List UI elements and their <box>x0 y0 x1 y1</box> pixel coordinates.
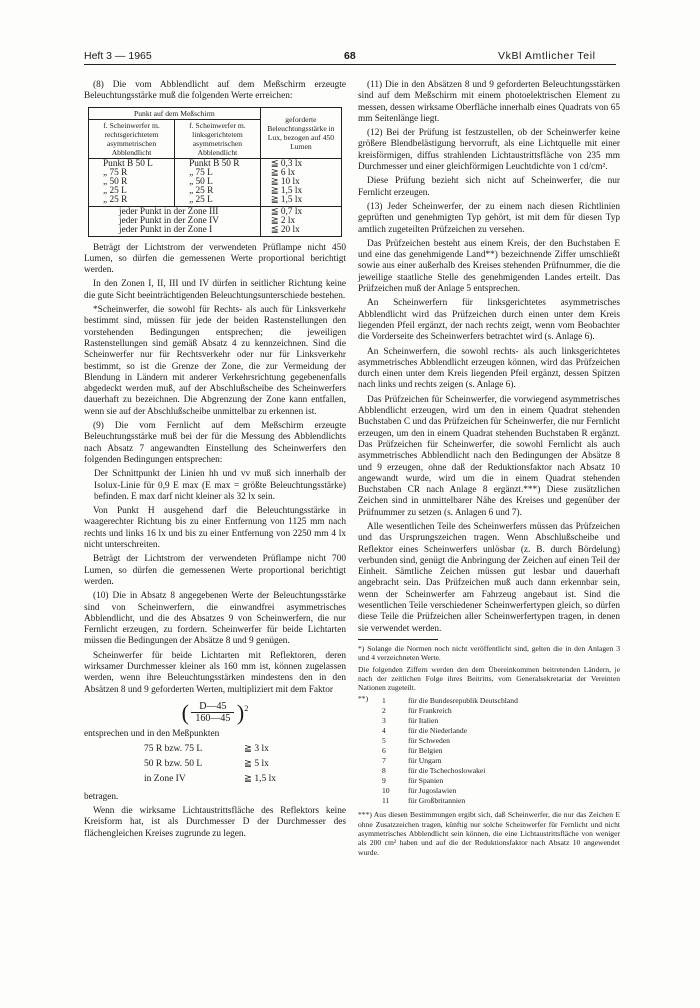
condition-3-point: in Zone IV <box>144 773 186 784</box>
country-item <box>382 716 518 726</box>
country-item <box>382 726 518 736</box>
country-item <box>382 746 518 756</box>
paragraph-flux: Beträgt der Lichtstrom der verwendeten Prüflampe nicht 450 Lumen, so dürfen die gemessenen Werte proportional berichtigt werden. <box>84 242 346 276</box>
country-item <box>382 696 518 706</box>
paragraph-circle: Wenn die wirksame Lichtaustrittsfläche des Reflektors keine Kreisform hat, ist als Durchmesser D der Durchmesser des flächengleichen Kreises zugrunde zu legen. <box>84 806 346 839</box>
paragraph-8: (8) Die vom Abblendlicht auf dem Meßschirm erzeugte Beleuchtungsstärke muß die folgenden Werte erreichen: <box>84 80 346 102</box>
country-item <box>382 786 518 796</box>
country-name: für die Tschechoslowakei <box>408 766 486 776</box>
running-header-left: Heft 3 — 1965 <box>84 50 152 62</box>
paragraph-point-h: Von Punkt H ausgehend darf die Beleuchtungsstärke in waagerechter Richtung bis zu einer Entfernung von 1125 mm nach rechts und links 16 lx und bis zu einer Entfernung von 2250 mm 4 lx nicht unterschreiten. <box>84 506 346 551</box>
condition-1-point: 75 R bzw. 75 L <box>144 743 203 754</box>
country-name: für Großbritannien <box>408 796 466 806</box>
footnotes <box>358 644 620 857</box>
paragraph-both-traffic: *Scheinwerfer, die sowohl für Rechts- als auch für Linksverkehr bestimmt sind, müssen für jede der beiden Rastenstellungen den vorstehenden Bedingungen entsprechen; die jeweiligen Rastenstellungen sind gemäß Absatz 4 zu kennzeichnen. Sind die Scheinwerfer nur für Rechtsverkehr oder nur für Linksverkehr bestimmt, so ist die Grenze der Zone, die zur Vermeidung der Blendung in Ländern mit anderer Verkehrsrichtung gegebenenfalls abgedeckt werden muß, auf der Abschlußscheibe des Scheinwerfers dauerhaft zu bezeichnen. Die Abgrenzung der Zone kann entfallen, wenn sie auf der Abschlußscheibe unmittelbar zu erkennen ist. <box>84 305 346 417</box>
illuminance-table <box>88 107 342 237</box>
paragraph-9-indented: Der Schnittpunkt der Linien hh und vv muß sich innerhalb der Isolux-Linie für 0,9 E max (E max = größte Beleuchtungsstärke) befinden. E max darf nicht kleiner als 32 lx sein. <box>94 469 346 502</box>
country-number: 11 <box>382 796 390 806</box>
country-name: für Schweden <box>408 736 450 746</box>
page-number: 68 <box>344 50 356 62</box>
footnote-2 <box>358 694 620 810</box>
footnote-intro: Die folgenden Ziffern werden den dem Übereinkommen beitretenden Ländern, je nach der zeitlichen Folge ihres Beitritts, vom Generalsekretariat der Vereinten Nationen zugeteilt. <box>358 664 620 693</box>
condition-1-value: ≧ 3 lx <box>244 743 269 754</box>
country-number: 5 <box>382 736 386 746</box>
country-item <box>382 766 518 776</box>
country-number: 3 <box>382 716 386 726</box>
formula-numerator: D—45 <box>191 701 234 713</box>
country-name: für Spanien <box>408 776 444 786</box>
table-col2-header: f. Scheinwerfer m. linksgerichtetem asymmetrischen Abblendlicht <box>175 119 261 158</box>
right-column <box>358 80 620 859</box>
table-col1-points: Punkt B 50 L „ 75 R „ 50 R „ 25 L „ 25 R <box>89 158 175 206</box>
formula-exponent: 2 <box>244 703 249 713</box>
footnote-3: ***) Aus diesen Bestimmungen ergibt sich, daß Scheinwerfer, die nur das Zeichen E ohne Zusatzzeichen tragen, künftig nur solche Scheinwerfer für Fernlicht und nicht asymmetrisches Abblendlicht sein können, die eine Lichtaustrittsfläche von weniger als 200 cm² haben und auf die der Reduktionsfaktor nach Absatz 10 angewendet wurde. <box>358 810 620 857</box>
running-header-right: VkBl Amtlicher Teil <box>498 50 596 62</box>
country-item <box>382 756 518 766</box>
country-item <box>382 736 518 746</box>
country-item <box>382 796 518 806</box>
country-name: für Italien <box>408 716 439 726</box>
paragraph-approval-mark: Das Prüfzeichen besteht aus einem Kreis, der den Buchstaben E und eine das genehmigende Land**) bezeichnende Ziffer umschließt sowie aus einer außerhalb des Kreises stehenden Prüfnummer, die die jeweilige staatliche Stelle des genehmigenden Landes erteilt. Das Prüfzeichen muß der Anlage 5 entsprechen. <box>358 238 620 295</box>
condition-2-value: ≧ 5 lx <box>244 758 269 769</box>
paragraph-betragen: betragen. <box>84 791 119 802</box>
country-item <box>382 776 518 786</box>
country-list <box>382 696 518 806</box>
paragraph-measuring-points: entsprechen und in den Meßpunkten <box>84 729 220 740</box>
paragraph-predominant: Das Prüfzeichen für Scheinwerfer, die vorwiegend asymmetrisches Abblendlicht erzeugen, wird um den in einem Quadrat stehenden Buchstaben C und das Prüfzeichen für Scheinwerfer, die nur Fernlicht erzeugen, um den in einem Quadrat stehenden Buchstaben R ergänzt. Das Prüfzeichen für Scheinwerfer, die sowohl Fernlicht als auch asymmetrisches Abblendlicht nach den Bedingungen der Absätze 8 und 9 erzeugen, ohne daß der Reduktionsfaktor nach Absatz 10 angewandt wurde, wird um die in einem Quadrat stehenden Buchstaben CR nach Anlage 8 ergänzt.***) Diese zusätzlichen Zeichen sind in unmittelbarer Nähe des Kreises und gegenüber der Prüfnummer zu setzen (s. Anlagen 6 und 7). <box>358 394 620 518</box>
paragraph-12b: Diese Prüfung bezieht sich nicht auf Scheinwerfer, die nur Fernlicht erzeugen. <box>358 176 620 198</box>
country-name: für die Bundesrepublik Deutschland <box>408 696 518 706</box>
paragraph-700-lumen: Beträgt der Lichtstrom der verwendeten Prüflampe nicht 700 Lumen, so dürfen die gemessenen Werte proportional berichtigt werden. <box>84 554 346 587</box>
country-name: für Frankreich <box>408 706 452 716</box>
table-col3-values: ≦ 0,3 lx ≧ 6 lx ≧ 10 lx ≧ 1,5 lx ≧ 1,5 lx <box>260 158 341 206</box>
left-column <box>84 80 346 843</box>
paragraph-10: (10) Die in Absatz 8 angegebenen Werte der Beleuchtungsstärke sind von Scheinwerfern, die einwandfrei asymmetrisches Abblendlicht, und die des Absatzes 9 von Scheinwerfern, die nur Fernlicht erzeugen, zu fordern. Scheinwerfer für beide Lichtarten müssen die Bedingungen der Absätze 8 und 9 genügen. <box>84 591 346 647</box>
paragraph-both-dipped: An Scheinwerfern, die sowohl rechts- als auch linksgerichtetes asymmetrisches Abblendlicht erzeugen können, wird das Prüfzeichen durch einen unter dem Kreis liegenden Pfeil ergänzt, dessen Spitzen nach links und rechts zeigen (s. Anlage 6). <box>358 346 620 391</box>
table-col1-header: f. Scheinwerfer m. rechtsgerichtetem asymmetrischen Abblendlicht <box>89 119 175 158</box>
condition-2-point: 50 R bzw. 50 L <box>144 758 203 769</box>
table-zones-values: ≦ 0,7 lx ≧ 2 lx ≦ 20 lx <box>260 206 341 236</box>
country-number: 7 <box>382 756 386 766</box>
footnote-1: *) Solange die Normen noch nicht veröffentlicht sind, gelten die in den Anlagen 3 und 4 verzeichneten Werte. <box>358 643 620 663</box>
header-rule <box>84 64 616 65</box>
footnote-rule <box>358 639 438 640</box>
paragraph-11: (11) Die in den Absätzen 8 und 9 geforderten Beleuchtungsstärken sind auf dem Meßschirm mit einem photoelektrischen Element zu messen, dessen wirksame Oberfläche innerhalb eines Quadrats von 65 mm Seitenlänge liegt. <box>358 80 620 124</box>
factor-formula: ( $\frac{D—45}{160—45}$ )$^2$ <box>181 700 249 726</box>
paragraph-13: (13) Jeder Scheinwerfer, der zu einem nach diesen Richtlinien geprüften und genehmigten Typ gehört, ist mit dem für diesen Typ amtlich zugeteilten Prüfzeichen zu versehen. <box>358 201 620 235</box>
country-number: 1 <box>382 696 386 706</box>
paragraph-reflector: Scheinwerfer für beide Lichtarten mit Reflektoren, deren wirksamer Durchmesser kleiner als 160 mm ist, können zugelassen werden, wenn ihre Beleuchtungsstärken mindestens den in den Absätzen 8 und 9 geforderten Werten, multipliziert mit dem Faktor <box>84 650 346 695</box>
formula-denominator: 160—45 <box>195 713 231 725</box>
country-number: 2 <box>382 706 386 716</box>
country-name: für Ungarn <box>408 756 442 766</box>
country-name: für Belgien <box>408 746 443 756</box>
country-number: 4 <box>382 726 386 736</box>
condition-3-value: ≧ 1,5 lx <box>244 773 276 784</box>
table-col3-header: geforderte Beleuchtungsstärke in Lux, bezogen auf 450 Lumen <box>260 107 341 158</box>
table-zones: jeder Punkt in der Zone III jeder Punkt in der Zone IV jeder Punkt in der Zone I <box>89 206 261 236</box>
country-number: 8 <box>382 766 386 776</box>
table-col2-points: Punkt B 50 R „ 75 L „ 50 L „ 25 R „ 25 L <box>175 158 261 206</box>
country-name: für Jugoslawien <box>408 786 457 796</box>
country-name: für die Niederlande <box>408 726 468 736</box>
paragraph-zones: In den Zonen I, II, III und IV dürfen in seitlicher Richtung keine die gute Sicht beeinträchtigenden Beleuchtungsunterschiede bestehen. <box>84 279 346 301</box>
paragraph-9: (9) Die vom Fernlicht auf dem Meßschirm erzeugte Beleuchtungsstärke muß bei der für die Messung des Abblendlichts nach Absatz 7 angewandten Einstellung des Scheinwerfers den folgenden Bedingungen entsprechen: <box>84 421 346 465</box>
paragraph-left-dipped: An Scheinwerfern für linksgerichtetes asymmetrisches Abblendlicht wird das Prüfzeichen durch einen unter dem Kreis liegenden Pfeil ergänzt, der nach rechts zeigt, wenn vom Beobachter die Vorderseite des Scheinwerfers betrachtet wird (s. Anlage 6). <box>358 298 620 343</box>
footnote-2-mark: **) <box>358 694 369 704</box>
country-item <box>382 706 518 716</box>
table-group-header: Punkt auf dem Meßschirm <box>89 107 261 119</box>
conditions-list <box>144 744 346 789</box>
country-number: 10 <box>382 786 390 796</box>
country-number: 9 <box>382 776 386 786</box>
paragraph-12: (12) Bei der Prüfung ist festzustellen, ob der Scheinwerfer keine größere Blendbelästigung hervorruft, als eine Lichtquelle mit einer kreisförmigen, diffus strahlenden Lichtaustrittsfläche von 235 mm Durchmesser und einer gleichförmigen Leuchtdichte von 1 cd/cm². <box>358 128 620 173</box>
paragraph-essential-parts: Alle wesentlichen Teile des Scheinwerfers müssen das Prüfzeichen und das Ursprungszeichen tragen. Wenn Abschlußscheibe und Reflektor eines Scheinwerfers unlösbar (z. B. durch Bördelung) verbunden sind, genügt die Anbringung der Zeichen auf einen Teil der Einheit. Sämtliche Zeichen müssen gut lesbar und dauerhaft angebracht sein. Das Prüfzeichen muß auch dann erkennbar sein, wenn der Scheinwerfer am Fahrzeug angebaut ist. Sind die wesentlichen Teile verschiedener Scheinwerfertypen gleich, so dürfen diese Teile die Prüfzeichen aller Scheinwerfertypen tragen, in denen sie verwendet werden. <box>358 521 620 634</box>
country-number: 6 <box>382 746 386 756</box>
